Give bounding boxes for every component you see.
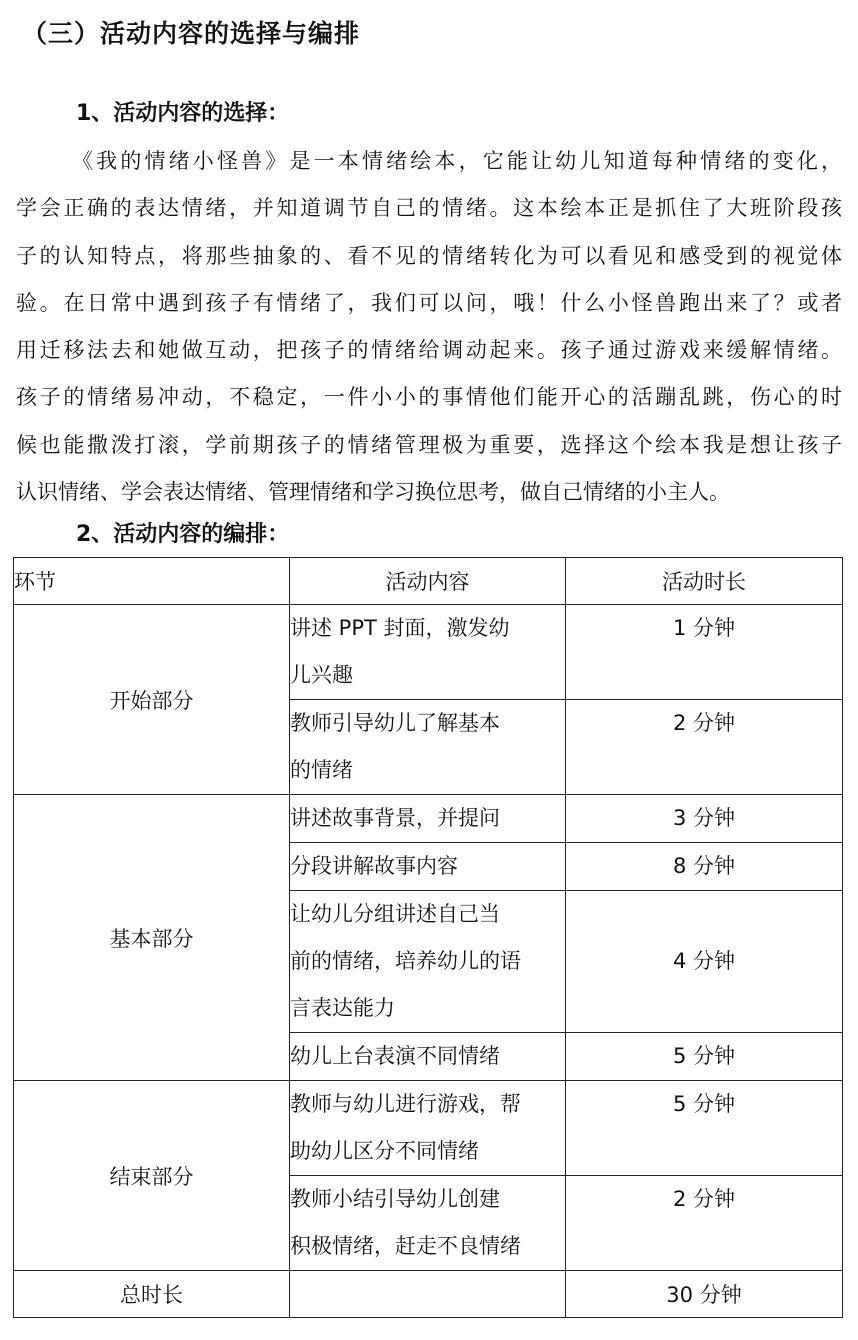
header-activity: 活动内容 [290,558,566,605]
table-row [14,1081,843,1176]
activity-cell: 讲述 PPT 封面，激发幼 儿兴趣 [290,605,566,700]
table-row [14,605,843,700]
segment-end: 结束部分 [14,1081,290,1271]
activity-cell: 教师与幼儿进行游戏，帮 助幼儿区分不同情绪 [290,1081,566,1176]
paragraph-line: 学会正确的表达情绪，并知道调节自己的情绪。这本绘本正是抓住了大班阶段孩 [16,196,842,221]
duration-cell: 2 分钟 [566,1176,843,1271]
section-title: （三）活动内容的选择与编排 [22,19,361,48]
paragraph-line: 认识情绪、学会表达情绪、管理情绪和学习换位思考，做自己情绪的小主人。 [16,480,730,505]
selection-paragraph [16,138,842,516]
duration-cell: 4 分钟 [566,891,843,1033]
subsection-title-arrangement: 2、活动内容的编排： [76,522,290,547]
activity-schedule-table [13,557,843,1318]
duration-cell: 1 分钟 [566,605,843,700]
paragraph-line: 《我的情绪小怪兽》是一本情绪绘本，它能让幼儿知道每种情绪的变化， [72,149,842,173]
duration-cell: 2 分钟 [566,700,843,795]
activity-cell: 幼儿上台表演不同情绪 [290,1033,566,1081]
paragraph-line: 验。在日常中遇到孩子有情绪了，我们可以问，哦！什么小怪兽跑出来了？或者 [16,290,842,315]
paragraph-line: 子的认知特点，将那些抽象的、看不见的情绪转化为可以看见和感受到的视觉体 [16,243,842,268]
header-duration: 活动时长 [566,558,843,605]
total-duration: 30 分钟 [566,1271,843,1318]
table-row [14,795,843,843]
subsection-title-selection: 1、活动内容的选择： [76,101,290,126]
duration-cell: 3 分钟 [566,795,843,843]
duration-cell: 8 分钟 [566,843,843,891]
paragraph-line: 用迁移法去和她做互动，把孩子的情绪给调动起来。孩子通过游戏来缓解情绪。 [16,338,842,363]
duration-cell: 5 分钟 [566,1033,843,1081]
activity-cell: 教师小结引导幼儿创建 积极情绪，赶走不良情绪 [290,1176,566,1271]
duration-cell: 5 分钟 [566,1081,843,1176]
segment-basic: 基本部分 [14,795,290,1081]
table-total-row [14,1271,843,1318]
paragraph-line: 候也能撒泼打滚，学前期孩子的情绪管理极为重要，选择这个绘本我是想让孩子 [16,432,842,457]
activity-cell: 讲述故事背景，并提问 [290,795,566,843]
activity-cell: 教师引导幼儿了解基本 的情绪 [290,700,566,795]
paragraph-line: 孩子的情绪易冲动，不稳定，一件小小的事情他们能开心的活蹦乱跳，伤心的时 [16,385,842,410]
activity-cell: 让幼儿分组讲述自己当 前的情绪，培养幼儿的语 言表达能力 [290,891,566,1033]
table-header-row [14,558,843,605]
activity-cell: 分段讲解故事内容 [290,843,566,891]
total-activity-cell [290,1271,566,1318]
segment-start: 开始部分 [14,605,290,795]
total-label: 总时长 [14,1271,290,1318]
header-segment: 环节 [14,558,290,605]
